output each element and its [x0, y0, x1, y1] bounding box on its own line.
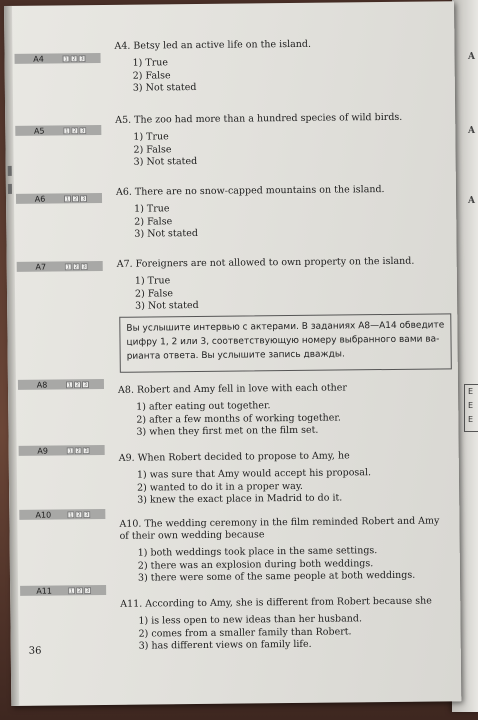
- option: 3) Not stated: [134, 227, 198, 240]
- option-list: [138, 544, 452, 585]
- option-list: [134, 201, 385, 241]
- option: 3) Not stated: [132, 81, 197, 94]
- answer-boxes[interactable]: 1 2 3: [70, 587, 90, 594]
- instruction-line: цифру 1, 2 или 3, соответствующую номеру выбранного вами ва-: [126, 334, 440, 348]
- answer-label-a10: A10 1 2 3: [19, 509, 105, 520]
- option: 3) there were some of the same people at both weddings.: [137, 569, 416, 584]
- question-a11: [120, 596, 432, 654]
- answer-label-a6: A6 1 2 3: [16, 193, 102, 204]
- option: 3) when they first met on the film set.: [136, 424, 319, 438]
- answer-label-a5: A5 1 2 3: [15, 125, 101, 136]
- next-page-box-fragment: E E E: [464, 384, 478, 432]
- option-list: [133, 56, 312, 95]
- option: 2) comes from a smaller family than Robert.: [138, 625, 352, 640]
- option: 3) Not stated: [133, 155, 198, 168]
- question-stem: A4. Betsy led an active life on the island.: [114, 38, 312, 52]
- question-a6: [116, 184, 385, 241]
- option: 1) was sure that Amy would accept his proposal.: [136, 467, 372, 481]
- answer-boxes[interactable]: 1 2 3: [67, 381, 88, 388]
- question-a5: [115, 112, 403, 170]
- question-a4: [114, 39, 311, 96]
- instruction-line: Вы услышите интервью с актерами. В заданиях А8—А14 обведите: [126, 320, 445, 334]
- answer-boxes[interactable]: 1 2 3: [66, 263, 86, 270]
- workbook-page: [4, 1, 461, 706]
- answer-label-a7: A7 1 2 3: [17, 261, 103, 272]
- question-a9: [119, 450, 372, 507]
- question-stem: A7. Foreigners are not allowed to own property on the island.: [116, 255, 415, 270]
- option: 3) Not stated: [135, 299, 199, 312]
- option: 2) False: [134, 287, 173, 300]
- option: 1) after eating out together.: [136, 400, 271, 413]
- option: 3) has different views on family life.: [138, 638, 312, 652]
- question-a8: [118, 382, 347, 439]
- answer-label-a11: A11 1 2 3: [20, 585, 106, 596]
- answer-boxes[interactable]: 1 2 3: [68, 447, 88, 454]
- next-page-fragment: A: [468, 126, 475, 136]
- answer-label-a4: A4 1 2 3: [15, 53, 101, 64]
- option: 2) False: [134, 215, 173, 228]
- instruction-line: рианта ответа. Вы услышите запись дважды.: [126, 349, 345, 362]
- option-list: [135, 273, 415, 313]
- spine-mark: [8, 184, 12, 194]
- option: 1) True: [134, 203, 170, 215]
- answer-label-a8: A8 1 2 3: [18, 379, 104, 390]
- option: 2) False: [132, 69, 171, 82]
- question-stem: A5. The zoo had more than a hundred species of wild birds.: [115, 111, 403, 126]
- next-page-fragment: A: [468, 196, 475, 206]
- answer-boxes[interactable]: 1 2 3: [65, 195, 86, 202]
- option-list: [136, 399, 347, 439]
- answer-label-a9: A9 1 2 3: [19, 445, 105, 456]
- option: 2) False: [133, 143, 172, 156]
- option-list: [137, 467, 371, 507]
- page-number: 36: [28, 645, 42, 657]
- question-stem: A9. When Robert decided to propose to Amy, he: [118, 450, 350, 464]
- option: 2) after a few months of working together.: [136, 411, 341, 426]
- option: 1) is less open to new ideas than her husband.: [138, 613, 363, 627]
- answer-boxes[interactable]: 1 2 3: [64, 55, 84, 62]
- question-a10: [119, 515, 452, 585]
- option: 1) True: [134, 275, 171, 287]
- spine-mark: [8, 166, 12, 176]
- option: 1) both weddings took place in the same settings.: [137, 545, 378, 559]
- question-stem: A8. Robert and Amy fell in love with each other: [117, 382, 347, 396]
- option: 1) True: [132, 57, 169, 69]
- option: 2) there was an explosion during both weddings.: [137, 557, 374, 572]
- answer-boxes[interactable]: 1 2 3: [65, 127, 85, 134]
- option: 1) True: [133, 131, 169, 143]
- option-list: [138, 613, 432, 654]
- question-stem: A10. The wedding ceremony in the film reminded Robert and Amy of their own wedding because: [119, 515, 440, 542]
- option: 2) wanted to do it in a proper way.: [136, 480, 303, 494]
- instruction-box: [119, 313, 452, 372]
- next-page-fragment: A: [468, 52, 475, 62]
- answer-boxes[interactable]: 1 2 3: [69, 511, 89, 518]
- option-list: [133, 129, 402, 169]
- question-a7: [117, 256, 415, 314]
- question-stem: A6. There are no snow-capped mountains on the island.: [115, 184, 385, 198]
- option: 3) knew the exact place in Madrid to do it.: [137, 492, 343, 506]
- question-stem: A11. According to Amy, she is different from Robert because she: [120, 595, 432, 610]
